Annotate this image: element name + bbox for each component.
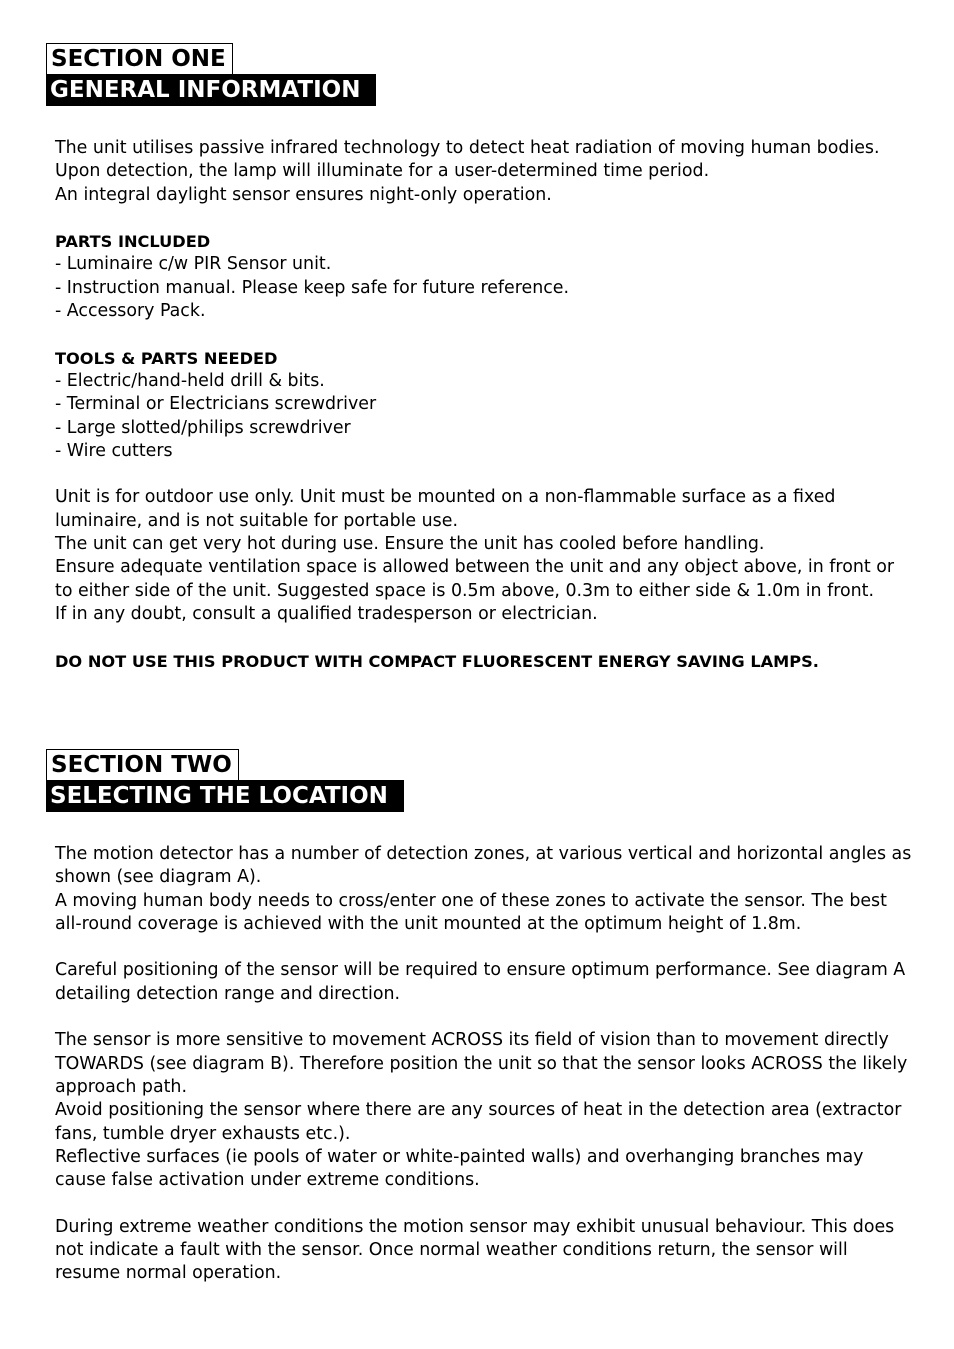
section-two-title: SELECTING THE LOCATION bbox=[46, 780, 404, 812]
section-one-number: SECTION ONE bbox=[46, 43, 233, 74]
usage-line: Ensure adequate ventilation space is allowed between the unit and any object above, in front or to either side of the unit. Suggested space is 0.5m above, 0.3m to either side & 1.0m in front. bbox=[55, 557, 894, 601]
usage-line: If in any doubt, consult a qualified tradesperson or electrician. bbox=[55, 603, 598, 624]
positioning-paragraph: Careful positioning of the sensor will be required to ensure optimum performance. See diagram A detailing detection range and direction. bbox=[55, 960, 906, 1004]
location-line: all-round coverage is achieved with the unit mounted at the optimum height of 1.8m. bbox=[55, 913, 802, 934]
section-two-header bbox=[46, 749, 404, 812]
weather-paragraph: During extreme weather conditions the motion sensor may exhibit unusual behaviour. This does not indicate a fault with the sensor. Once normal weather conditions return, the sensor will resume normal operation. bbox=[55, 1216, 895, 1284]
location-line: The motion detector has a number of detection zones, at various vertical and horizontal angles as shown (see diagram A). bbox=[55, 844, 912, 888]
parts-item: - Luminaire c/w PIR Sensor unit. bbox=[55, 254, 332, 275]
section-two-number: SECTION TWO bbox=[46, 749, 239, 780]
tools-item: - Wire cutters bbox=[55, 440, 173, 461]
location-line: A moving human body needs to cross/enter one of these zones to activate the sensor. The best bbox=[55, 890, 887, 911]
parts-item: - Accessory Pack. bbox=[55, 301, 206, 322]
usage-line: Unit is for outdoor use only. Unit must be mounted on a non-flammable surface as a fixed luminaire, and is not suitable for portable use. bbox=[55, 487, 836, 531]
section-one-title: GENERAL INFORMATION bbox=[46, 74, 376, 106]
tools-item: - Large slotted/philips screwdriver bbox=[55, 417, 351, 438]
tools-item: - Electric/hand-held drill & bits. bbox=[55, 370, 325, 391]
section-one-header bbox=[46, 43, 376, 106]
parts-heading: PARTS INCLUDED bbox=[55, 232, 211, 252]
tools-item: - Terminal or Electricians screwdriver bbox=[55, 394, 377, 415]
sensitivity-line: The sensor is more sensitive to movement ACROSS its field of vision than to movement directly TOWARDS (see diagram B). Therefore position the unit so that the sensor looks ACROSS the likely approach path. bbox=[55, 1030, 908, 1097]
parts-item: - Instruction manual. Please keep safe for future reference. bbox=[55, 277, 570, 298]
tools-heading: TOOLS & PARTS NEEDED bbox=[55, 348, 278, 368]
section-one-body bbox=[55, 137, 915, 673]
intro-line: Upon detection, the lamp will illuminate for a user-determined time period. bbox=[55, 161, 710, 182]
intro-line: The unit utilises passive infrared technology to detect heat radiation of moving human bodies. bbox=[55, 138, 880, 158]
section-two-body bbox=[55, 843, 915, 1286]
sensitivity-line: Avoid positioning the sensor where there are any sources of heat in the detection area (extractor fans, tumble dryer exhausts etc.). bbox=[55, 1100, 902, 1144]
warning-text: DO NOT USE THIS PRODUCT WITH COMPACT FLUORESCENT ENERGY SAVING LAMPS. bbox=[55, 651, 819, 671]
usage-line: The unit can get very hot during use. Ensure the unit has cooled before handling. bbox=[55, 534, 765, 555]
intro-line: An integral daylight sensor ensures night-only operation. bbox=[55, 184, 552, 205]
sensitivity-line: Reflective surfaces (ie pools of water or white-painted walls) and overhanging branches may cause false activation under extreme conditions. bbox=[55, 1146, 864, 1191]
